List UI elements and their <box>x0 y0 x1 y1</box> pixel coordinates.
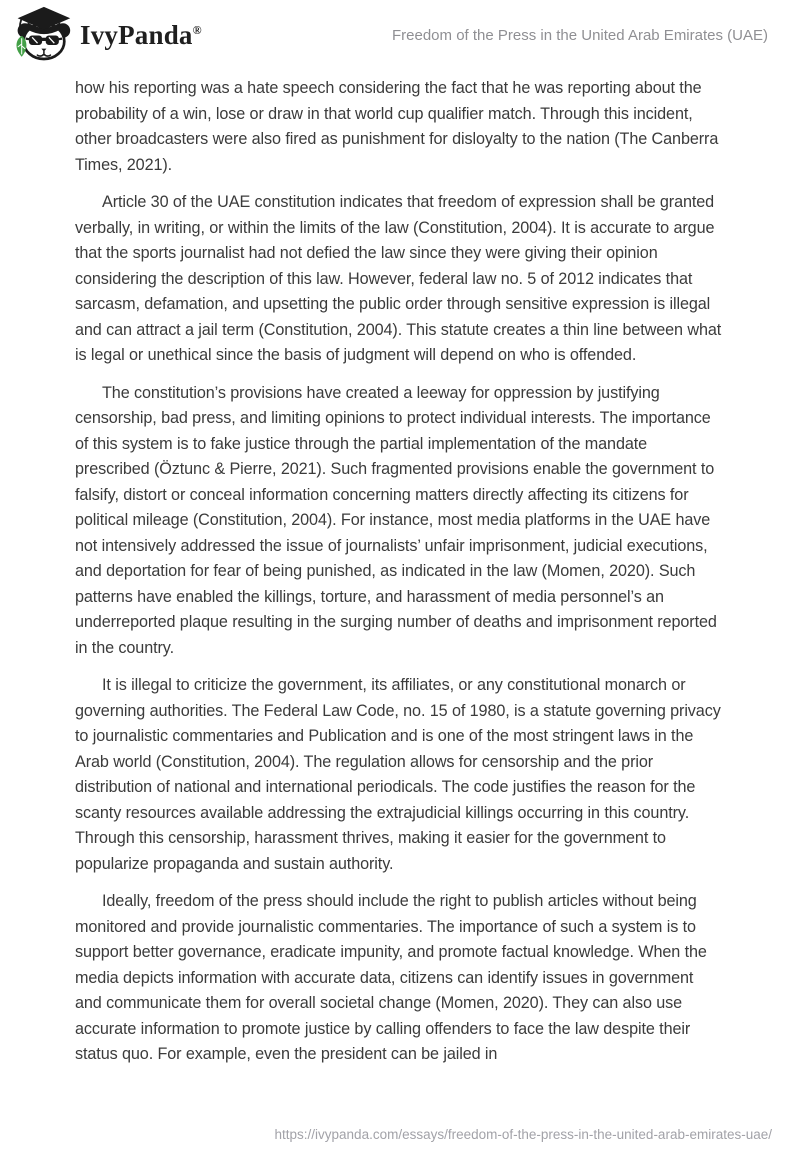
paragraph: The constitution’s provisions have created a leeway for oppression by justifying censorship, bad press, and limiting opinions to protect individual interests. The importance of this system is to fake justice through the partial implementation of the mandate prescribed (Öztunc & Pierre, 2021). Such fragmented provisions enable the government to falsify, distort or conceal information concerning matters directly affecting its citizens for political mileage (Constitution, 2004). For instance, most media platforms in the UAE have not intensively addressed the issue of journalists’ unfair imprisonment, judicial executions, and deportation for fear of being punished, as indicated in the law (Momen, 2020). Such patterns have enabled the killings, torture, and harassment of media personnel’s an underreported plaque resulting in the surging number of deaths and imprisonment reported in the country. <box>75 383 717 657</box>
brand-name: IvyPanda® <box>80 19 202 50</box>
paragraph: Ideally, freedom of the press should include the right to publish articles without being monitored and provide journalistic commentaries. The importance of such a system is to support better governance, eradicate impunity, and promote factual knowledge. When the media depicts information with accurate data, citizens can identify issues in government and communicate them for overall societal change (Momen, 2020). They can also use accurate information to promote justice by calling offenders to face the law despite their status quo. For example, even the president can be jailed in <box>75 892 707 1063</box>
paragraph: how his reporting was a hate speech considering the fact that he was reporting about the probability of a win, lose or draw in that world cup qualifier match. Through this incident, other broadcasters were also fired as punishment for disloyalty to the nation (The Canberra Times, 2021). <box>75 79 719 174</box>
paragraph: It is illegal to criticize the government, its affiliates, or any constitutional monarch or governing authorities. The Federal Law Code, no. 15 of 1980, is a statute governing privacy to journalistic commentaries and Publication and is one of the most stringent laws in the Arab world (Constitution, 2004). The regulation allows for censorship and the prior distribution of national and international periodicals. The code justifies the reason for the scanty resources available addressing the extrajudicial killings occurring in this country. Through this censorship, harassment thrives, making it easier for the government to popularize propaganda and sustain authority. <box>75 676 721 873</box>
registered-trademark-symbol: ® <box>192 22 202 37</box>
ivypanda-brand <box>14 6 202 64</box>
page-title: Freedom of the Press in the United Arab Emirates (UAE) <box>392 26 768 44</box>
ivypanda-panda-logo-icon <box>14 6 72 64</box>
source-url-link[interactable]: https://ivypanda.com/essays/freedom-of-the-press-in-the-united-arab-emirates-uae/ <box>274 1127 772 1142</box>
paragraph: Article 30 of the UAE constitution indicates that freedom of expression shall be granted verbally, in writing, or within the limits of the law (Constitution, 2004). It is accurate to argue that the sports journalist had not defied the law since they were giving their opinion considering the description of this law. However, federal law no. 5 of 2012 indicates that sarcasm, defamation, and upsetting the public order through sensitive expression is illegal and can attract a jail term (Constitution, 2004). This statute creates a thin line between what is legal or unethical since the basis of judgment will depend on who is offended. <box>75 193 722 364</box>
essay-body <box>75 76 723 1068</box>
page-header <box>0 0 800 66</box>
page-footer <box>275 1127 772 1142</box>
